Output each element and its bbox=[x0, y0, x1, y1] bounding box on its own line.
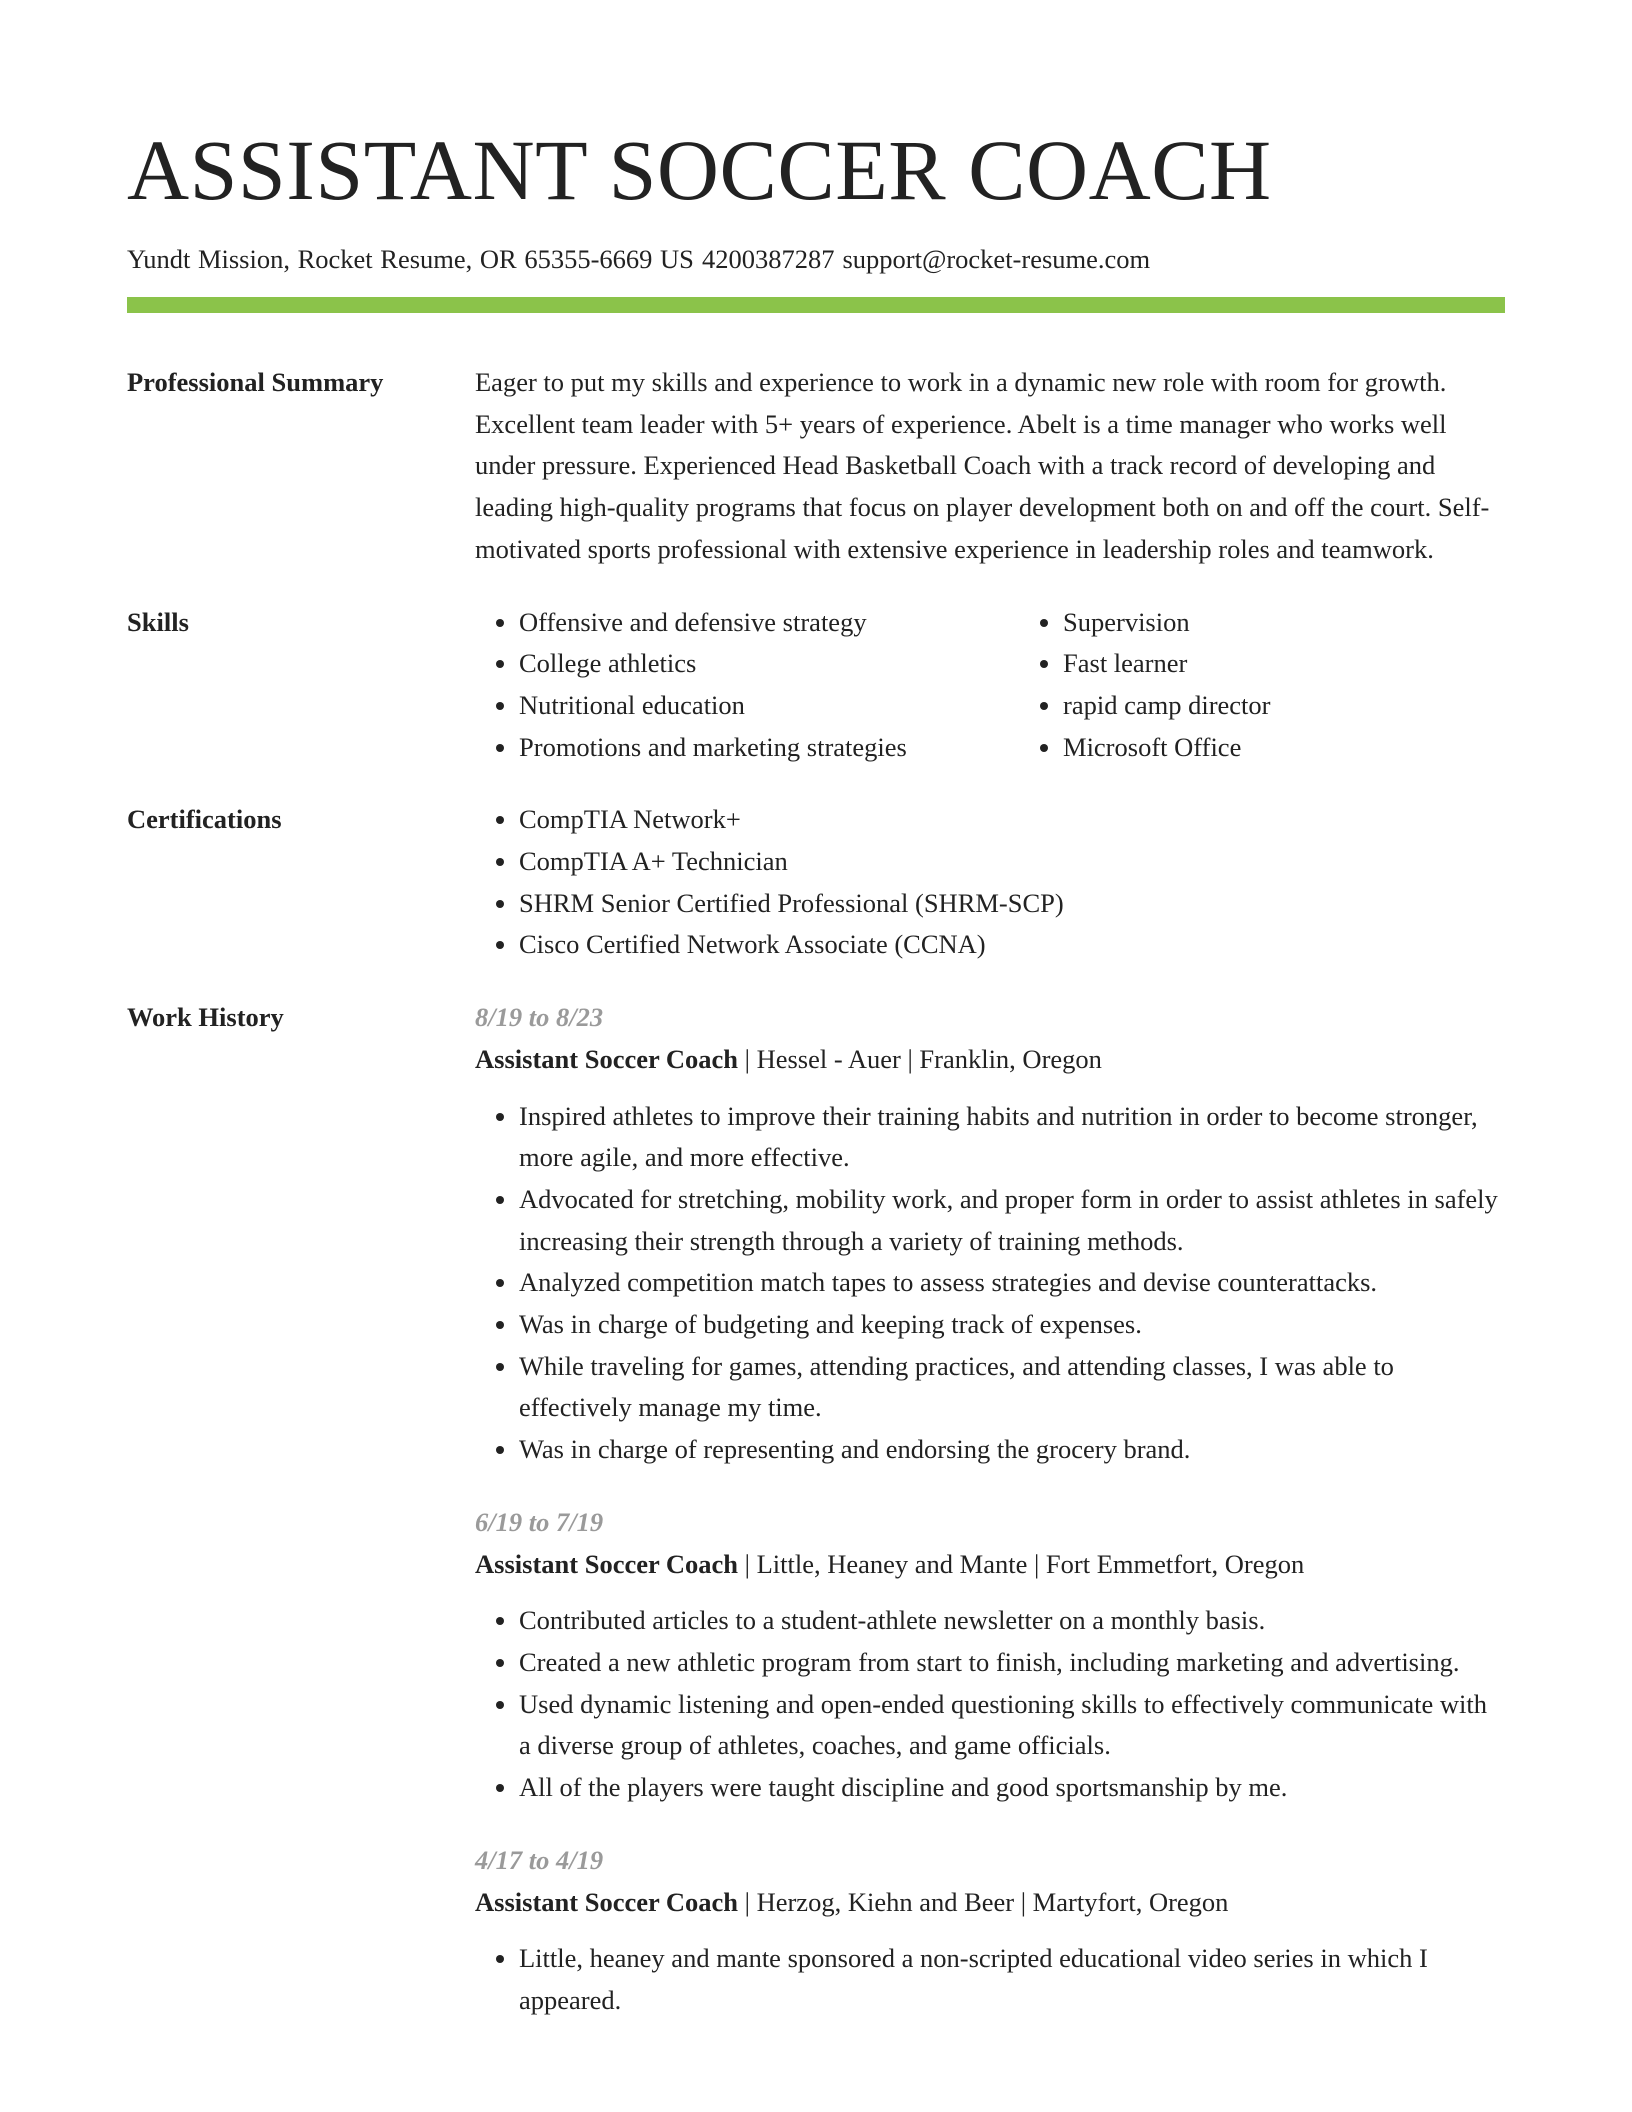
job-title: Assistant Soccer Coach bbox=[475, 1043, 739, 1074]
contact-address: Yundt Mission, Rocket Resume, OR 65355-6669 US bbox=[127, 244, 694, 274]
summary-section bbox=[127, 362, 1505, 571]
work-history-section bbox=[127, 997, 1505, 2052]
skill-item: • Nutritional education bbox=[519, 685, 1019, 727]
job-bullets bbox=[475, 1096, 1505, 1471]
job-title-line bbox=[475, 1039, 1505, 1081]
work-history-body bbox=[475, 997, 1505, 2052]
skills-heading: Skills bbox=[127, 606, 189, 637]
contact-phone: 4200387287 bbox=[701, 244, 835, 274]
job-title-line bbox=[475, 1544, 1505, 1586]
job-bullet: • Contributed articles to a student-athlete newsletter on a monthly basis. bbox=[519, 1600, 1505, 1642]
skills-section bbox=[127, 602, 1505, 769]
job-details: | Herzog, Kiehn and Beer | Martyfort, Oregon bbox=[738, 1886, 1229, 1917]
job-bullet: • Created a new athletic program from start to finish, including marketing and advertising. bbox=[519, 1642, 1505, 1684]
job-dates: 6/19 to 7/19 bbox=[475, 1506, 604, 1537]
job-title-line bbox=[475, 1882, 1505, 1924]
skill-item: • Promotions and marketing strategies bbox=[519, 727, 1019, 769]
job-entry bbox=[475, 1502, 1505, 1809]
skill-item: • Supervision bbox=[1063, 602, 1270, 644]
job-bullet: • Advocated for stretching, mobility work, and proper form in order to assist athletes in safely increasing their strength through a variety of training methods. bbox=[519, 1179, 1505, 1262]
header-divider bbox=[127, 297, 1505, 313]
certifications-section bbox=[127, 799, 1505, 966]
certifications-list bbox=[475, 799, 1505, 966]
skill-item: • Fast learner bbox=[1063, 643, 1270, 685]
work-history-heading: Work History bbox=[127, 1002, 284, 1033]
job-bullets bbox=[475, 1600, 1505, 1809]
job-bullet: • All of the players were taught discipline and good sportsmanship by me. bbox=[519, 1767, 1505, 1809]
job-dates: 8/19 to 8/23 bbox=[475, 1002, 604, 1033]
job-bullet: • Was in charge of representing and endorsing the grocery brand. bbox=[519, 1429, 1505, 1471]
certifications-body bbox=[475, 799, 1505, 966]
summary-body bbox=[475, 362, 1505, 571]
job-bullet: • Used dynamic listening and open-ended questioning skills to effectively communicate with a diverse group of athletes, coaches, and game officials. bbox=[519, 1684, 1505, 1767]
job-bullets bbox=[475, 1938, 1505, 2021]
skill-item: • Microsoft Office bbox=[1063, 727, 1270, 769]
page-title: ASSISTANT SOCCER COACH bbox=[127, 122, 1272, 218]
job-title: Assistant Soccer Coach bbox=[475, 1886, 739, 1917]
job-bullet: • Inspired athletes to improve their training habits and nutrition in order to become stronger, more agile, and more effective. bbox=[519, 1096, 1505, 1179]
skills-list-left bbox=[475, 602, 1019, 769]
job-dates: 4/17 to 4/19 bbox=[475, 1844, 604, 1875]
job-bullet: • Analyzed competition match tapes to assess strategies and devise counterattacks. bbox=[519, 1262, 1505, 1304]
job-bullet: • While traveling for games, attending practices, and attending classes, I was able to effectively manage my time. bbox=[519, 1346, 1505, 1429]
job-title: Assistant Soccer Coach bbox=[475, 1548, 739, 1579]
certification-item: • Cisco Certified Network Associate (CCNA) bbox=[519, 924, 1505, 966]
skills-list-right bbox=[1019, 602, 1270, 769]
contact-email: support@rocket-resume.com bbox=[842, 244, 1151, 274]
skill-item: • rapid camp director bbox=[1063, 685, 1270, 727]
certification-item: • CompTIA Network+ bbox=[519, 799, 1505, 841]
certifications-heading: Certifications bbox=[127, 804, 282, 835]
contact-line bbox=[127, 242, 1505, 276]
job-bullet: • Little, heaney and mante sponsored a non-scripted educational video series in which I appeared. bbox=[519, 1938, 1505, 2021]
certification-item: • CompTIA A+ Technician bbox=[519, 841, 1505, 883]
job-entry bbox=[475, 997, 1505, 1471]
skill-item: • Offensive and defensive strategy bbox=[519, 602, 1019, 644]
skills-body bbox=[475, 602, 1505, 769]
certification-item: • SHRM Senior Certified Professional (SHRM-SCP) bbox=[519, 883, 1505, 925]
job-bullet: • Was in charge of budgeting and keeping track of expenses. bbox=[519, 1304, 1505, 1346]
job-details: | Hessel - Auer | Franklin, Oregon bbox=[738, 1043, 1102, 1074]
summary-heading: Professional Summary bbox=[127, 367, 384, 397]
job-details: | Little, Heaney and Mante | Fort Emmetfort, Oregon bbox=[738, 1548, 1305, 1579]
summary-text: Eager to put my skills and experience to work in a dynamic new role with room for growth. Excellent team leader with 5+ years of experience. Abelt is a time manager who works well under pressure. Experienced Head Basketball Coach with a track record of developing and leading high-quality programs that focus on player development both on and off the court. Self-motivated sports professional with extensive experience in leadership roles and teamwork. bbox=[475, 367, 1490, 564]
job-entry bbox=[475, 1840, 1505, 2022]
skill-item: • College athletics bbox=[519, 643, 1019, 685]
